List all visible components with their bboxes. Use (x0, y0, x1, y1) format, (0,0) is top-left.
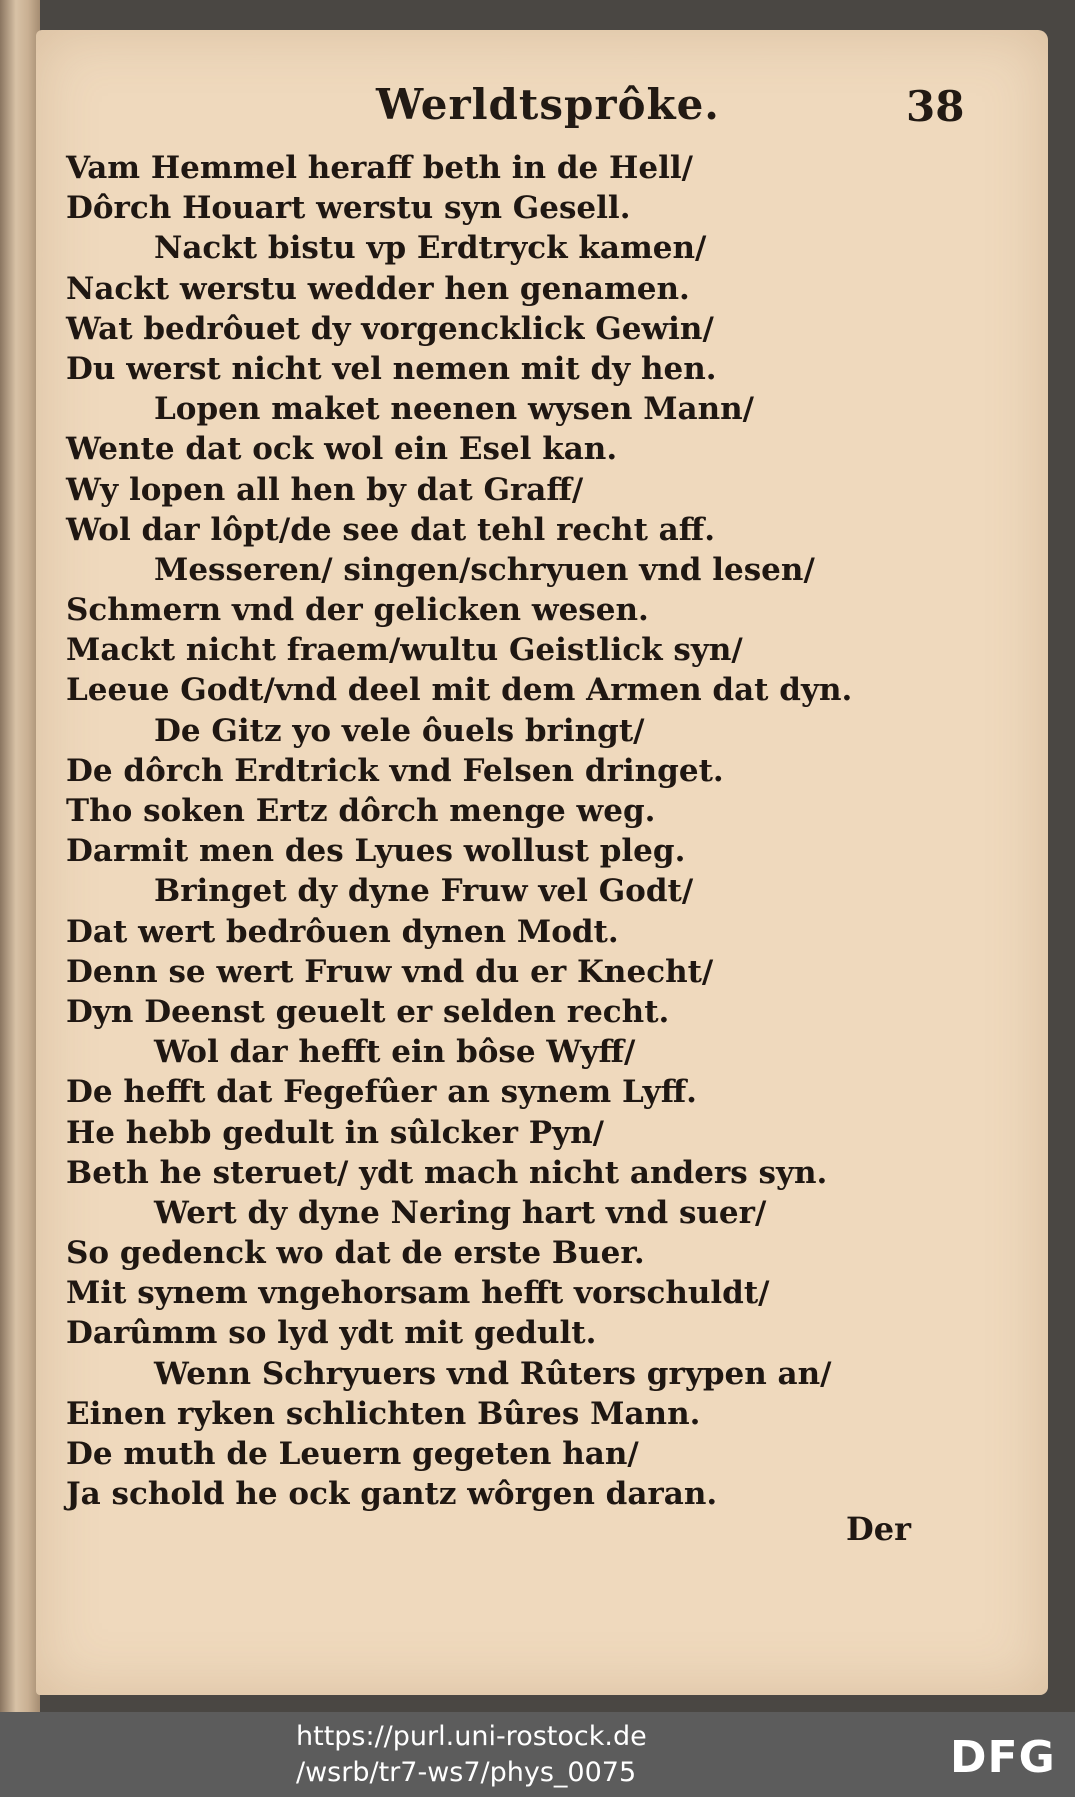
verse-line: Darûmm so lyd ydt mit gedult. (66, 1315, 597, 1352)
verse-line: Mackt nicht fraem/wultu Geistlick syn/ (66, 632, 743, 669)
verse-line: Vam Hemmel heraff beth in de Hell/ (66, 150, 693, 186)
verse-line: De Gitz yo vele ôuels bringt/ (154, 712, 645, 749)
verse-line: De muth de Leuern gegeten han/ (66, 1436, 639, 1472)
verse-line: De dôrch Erdtrick vnd Felsen dringet. (66, 752, 724, 789)
verse-line: Wenn Schryuers vnd Rûters grypen an/ (154, 1355, 832, 1392)
verse-line: Denn se wert Fruw vnd du er Knecht/ (66, 953, 714, 990)
verse-line: Tho soken Ertz dôrch menge weg. (66, 793, 656, 829)
verse-line: Messeren/ singen/schryuen vnd lesen/ (154, 551, 815, 588)
verse-line: Einen ryken schlichten Bûres Mann. (66, 1395, 701, 1432)
permalink-line-1[interactable]: https://purl.uni-rostock.de (296, 1721, 647, 1752)
verse-line: Wy lopen all hen by dat Graff/ (66, 471, 584, 508)
page-number: 38 (906, 82, 965, 131)
verse-line: Wat bedrôuet dy vorgencklick Gewin/ (66, 310, 714, 347)
verse-line: Darmit men des Lyues wollust pleg. (66, 833, 686, 870)
permalink[interactable] (296, 1719, 696, 1791)
verse-text (66, 148, 1026, 1514)
catchword: Der (846, 1510, 911, 1548)
book-edge (0, 0, 40, 1712)
verse-line: Wente dat ock wol ein Esel kan. (66, 431, 618, 468)
dfg-logo: DFG (950, 1732, 1056, 1783)
verse-line: Du werst nicht vel nemen mit dy hen. (66, 350, 717, 387)
verse-line: Wol dar lôpt/de see dat tehl recht aff. (66, 511, 716, 548)
verse-line: So gedenck wo dat de erste Buer. (66, 1235, 645, 1272)
verse-line: De hefft dat Fegefûer an synem Lyff. (66, 1074, 697, 1111)
viewer-footer (0, 1712, 1075, 1797)
verse-line: Wol dar hefft ein bôse Wyff/ (154, 1034, 636, 1071)
verse-line: Bringet dy dyne Fruw vel Godt/ (154, 873, 694, 910)
verse-line: Lopen maket neenen wysen Mann/ (154, 391, 754, 428)
running-title: Werldtsprôke. (376, 80, 720, 129)
book-page (36, 30, 1048, 1695)
verse-line: Wert dy dyne Nering hart vnd suer/ (154, 1194, 767, 1231)
verse-line: Nackt werstu wedder hen genamen. (66, 270, 690, 307)
verse-line: Nackt bistu vp Erdtryck kamen/ (154, 230, 707, 267)
verse-line: Schmern vnd der gelicken wesen. (66, 592, 649, 629)
verse-line: Dyn Deenst geuelt er selden recht. (66, 993, 670, 1030)
verse-line: Dat wert bedrôuen dynen Modt. (66, 913, 619, 950)
verse-line: Ja schold he ock gantz wôrgen daran. (66, 1476, 718, 1513)
verse-line: Leeue Godt/vnd deel mit dem Armen dat dyn. (66, 672, 853, 709)
verse-line: Dôrch Houart werstu syn Gesell. (66, 190, 631, 227)
verse-line: He hebb gedult in sûlcker Pyn/ (66, 1114, 604, 1151)
running-header (36, 80, 1048, 150)
permalink-line-2[interactable]: /wsrb/tr7-ws7/phys_0075 (296, 1757, 637, 1788)
verse-line: Mit synem vngehorsam hefft vorschuldt/ (66, 1275, 770, 1312)
verse-line: Beth he steruet/ ydt mach nicht anders syn. (66, 1154, 828, 1191)
